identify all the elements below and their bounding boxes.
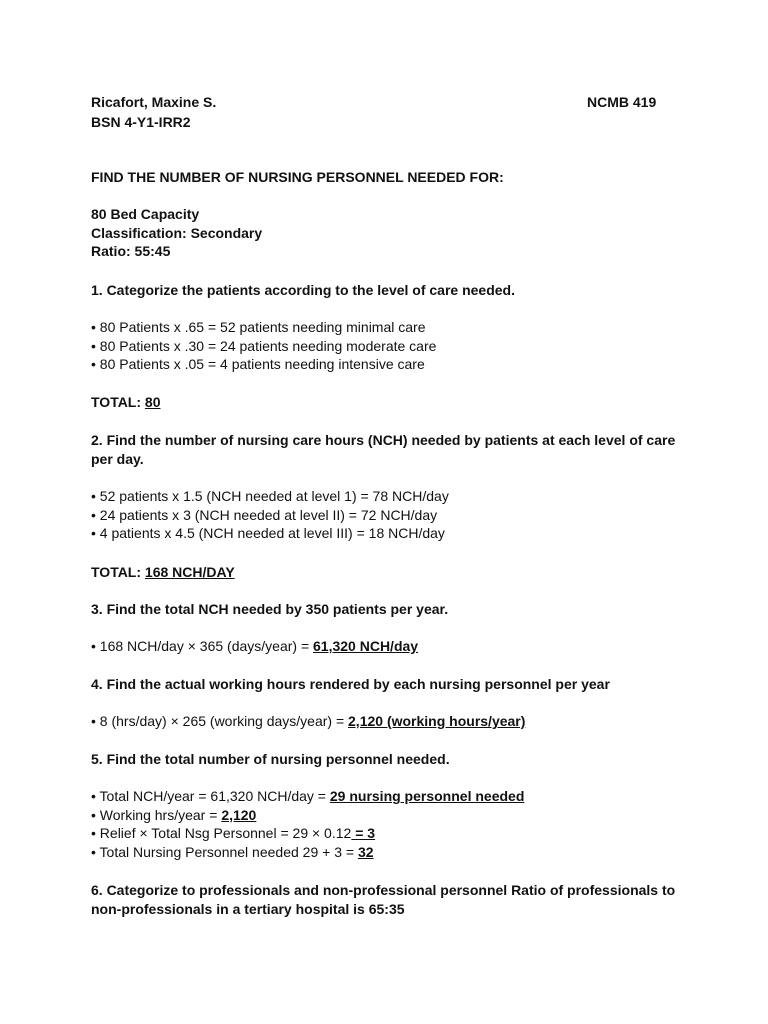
step4-heading-block bbox=[91, 675, 691, 694]
bed-capacity: 80 Bed Capacity bbox=[91, 206, 200, 222]
step4-bullet bbox=[91, 712, 691, 731]
step4-heading: 4. Find the actual working hours rendered by each nursing personnel per year bbox=[91, 676, 610, 692]
list-item-text: • Relief × Total Nsg Personnel = 29 × 0.12 bbox=[91, 825, 352, 841]
step4-bullet-value: 2,120 (working hours/year) bbox=[348, 713, 526, 729]
step1-heading: 1. Categorize the patients according to the level of care needed. bbox=[91, 282, 515, 298]
list-item-value: 32 bbox=[357, 843, 374, 860]
step2-heading: 2. Find the number of nursing care hours (NCH) needed by patients at each level of care per day. bbox=[91, 432, 676, 467]
list-item-value: 29 nursing personnel needed bbox=[329, 788, 525, 804]
step5-heading-block bbox=[91, 750, 691, 769]
task-heading-block bbox=[91, 168, 691, 187]
total-label: TOTAL: bbox=[91, 394, 145, 410]
step3-bullet-text: • 168 NCH/day × 365 (days/year) = bbox=[91, 638, 314, 654]
ratio: Ratio: 55:45 bbox=[91, 243, 171, 259]
step5-bullets bbox=[91, 787, 691, 861]
step2-total bbox=[91, 563, 691, 582]
list-item bbox=[91, 824, 691, 843]
course-code: NCMB 419 bbox=[587, 94, 657, 110]
step6-heading: 6. Categorize to professionals and non-professional personnel Ratio of professionals to non-professionals in a tertiary hospital is 65:35 bbox=[91, 882, 676, 917]
list-item: • 52 patients x 1.5 (NCH needed at level 1) = 78 NCH/day bbox=[91, 488, 449, 504]
list-item: • 80 Patients x .30 = 24 patients needing moderate care bbox=[91, 337, 437, 354]
list-item bbox=[91, 843, 691, 862]
step4-bullet-text: • 8 (hrs/day) × 265 (working days/year) = bbox=[91, 713, 349, 729]
list-item-text: • Total NCH/year = 61,320 NCH/day = bbox=[91, 788, 330, 804]
step2-bullets bbox=[91, 487, 691, 543]
step1-bullets bbox=[91, 318, 691, 374]
total-label: TOTAL: bbox=[91, 564, 145, 580]
list-item-value: 2,120 bbox=[221, 806, 257, 823]
step5-heading: 5. Find the total number of nursing personnel needed. bbox=[91, 751, 450, 767]
list-item bbox=[91, 806, 691, 825]
step3-bullet-value: 61,320 NCH/day bbox=[313, 638, 419, 654]
list-item: • 4 patients x 4.5 (NCH needed at level III) = 18 NCH/day bbox=[91, 525, 445, 541]
student-section: BSN 4-Y1-IRR2 bbox=[91, 113, 191, 130]
list-item-text: • Total Nursing Personnel needed 29 + 3 = bbox=[91, 843, 358, 860]
step3-bullet bbox=[91, 637, 691, 656]
list-item: • 80 Patients x .65 = 52 patients needing minimal care bbox=[91, 319, 426, 335]
student-name: Ricafort, Maxine S. bbox=[91, 94, 217, 110]
step1-heading-block bbox=[91, 281, 691, 300]
step1-total bbox=[91, 393, 691, 412]
total-value: 168 NCH/DAY bbox=[144, 564, 235, 580]
step3-heading-block bbox=[91, 600, 691, 619]
total-value: 80 bbox=[144, 394, 161, 410]
list-item: • 24 patients x 3 (NCH needed at level II) = 72 NCH/day bbox=[91, 506, 438, 523]
list-item-text: • Working hrs/year = bbox=[91, 806, 222, 823]
step3-heading: 3. Find the total NCH needed by 350 patients per year. bbox=[91, 601, 449, 617]
step2-heading-block bbox=[91, 431, 681, 468]
list-item bbox=[91, 787, 691, 806]
list-item-value: = 3 bbox=[351, 825, 376, 841]
classification: Classification: Secondary bbox=[91, 224, 263, 241]
facility-block bbox=[91, 205, 691, 261]
list-item: • 80 Patients x .05 = 4 patients needing intensive care bbox=[91, 356, 425, 372]
task-heading: FIND THE NUMBER OF NURSING PERSONNEL NEEDED FOR: bbox=[91, 169, 504, 185]
step6-heading-block bbox=[91, 881, 686, 918]
